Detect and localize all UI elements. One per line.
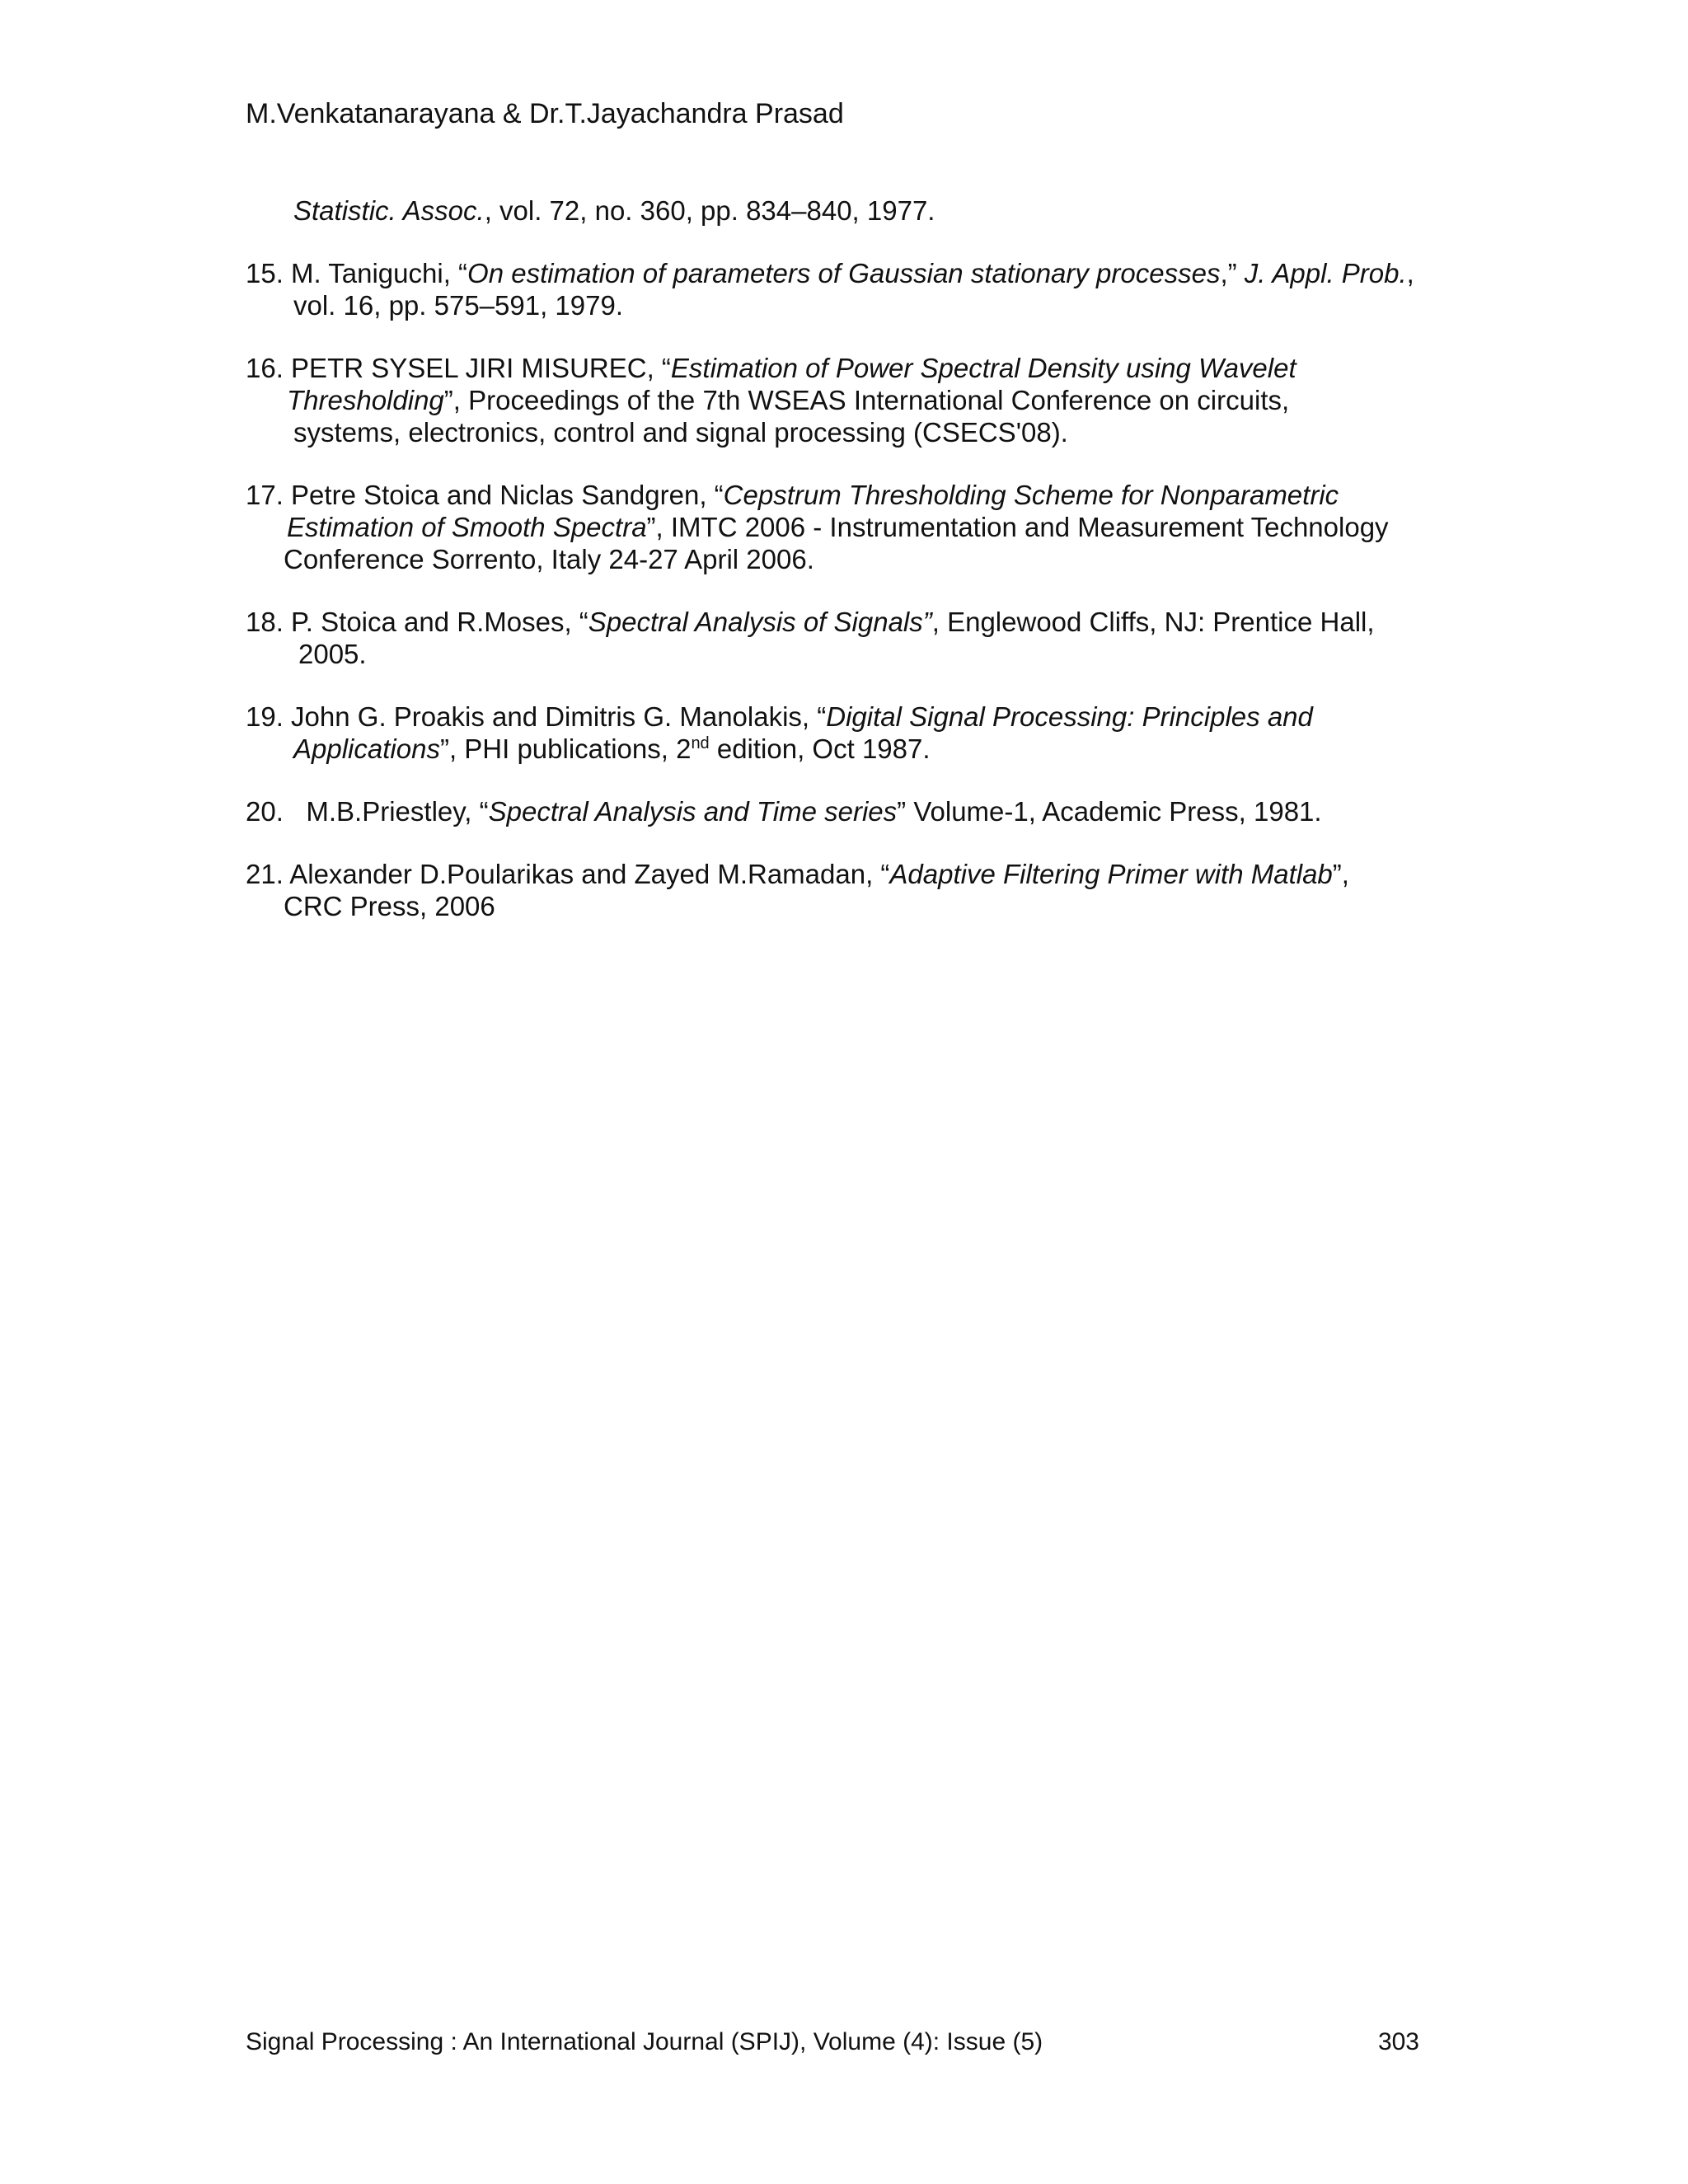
reference-title: Applications bbox=[293, 733, 440, 764]
reference-authors: P. Stoica and R.Moses, “ bbox=[283, 607, 588, 637]
reference-16 bbox=[246, 352, 1432, 448]
reference-number: 16. bbox=[246, 353, 284, 383]
reference-title: Spectral Analysis of Signals” bbox=[588, 607, 932, 637]
page-number: 303 bbox=[1377, 2028, 1419, 2055]
journal-name: J. Appl. Prob. bbox=[1244, 258, 1407, 288]
reference-line bbox=[246, 606, 1432, 638]
reference-title: Estimation of Power Spectral Density using Wavelet bbox=[670, 353, 1296, 383]
reference-line bbox=[246, 795, 1432, 827]
reference-15 bbox=[246, 257, 1432, 321]
reference-title: Estimation of Smooth Spectra bbox=[287, 512, 647, 542]
reference-text: edition, Oct 1987. bbox=[709, 733, 931, 764]
reference-text: , bbox=[1406, 258, 1414, 288]
reference-authors: M. Taniguchi, “ bbox=[283, 258, 468, 288]
reference-20 bbox=[246, 795, 1432, 827]
reference-line bbox=[246, 511, 1432, 543]
reference-title: On estimation of parameters of Gaussian stationary processes bbox=[467, 258, 1221, 288]
reference-text: ”, IMTC 2006 - Instrumentation and Measurement Technology bbox=[646, 512, 1389, 542]
reference-line bbox=[246, 194, 1432, 227]
reference-title: Adaptive Filtering Primer with Matlab bbox=[889, 859, 1333, 889]
reference-authors: Alexander D.Poularikas and Zayed M.Ramadan, “ bbox=[283, 859, 890, 889]
ordinal-superscript: nd bbox=[691, 734, 710, 752]
reference-authors: PETR SYSEL JIRI MISUREC, “ bbox=[283, 353, 671, 383]
reference-number: 15. bbox=[246, 258, 284, 288]
reference-title: Digital Signal Processing: Principles and bbox=[826, 701, 1313, 732]
reference-text: ,” bbox=[1220, 258, 1245, 288]
reference-number: 21. bbox=[246, 859, 284, 889]
reference-title: Spectral Analysis and Time series bbox=[488, 796, 898, 827]
reference-19 bbox=[246, 701, 1432, 765]
reference-text: ” Volume-1, Academic Press, 1981. bbox=[897, 796, 1322, 827]
reference-text: ”, PHI publications, 2 bbox=[439, 733, 692, 764]
reference-text: , vol. 72, no. 360, pp. 834–840, 1977. bbox=[484, 195, 935, 226]
reference-line bbox=[246, 733, 1432, 765]
reference-authors: John G. Proakis and Dimitris G. Manolakis, “ bbox=[283, 701, 827, 732]
reference-title: Thresholding bbox=[287, 385, 444, 415]
page-header-authors: M.Venkatanarayana & Dr.T.Jayachandra Prasad bbox=[246, 98, 844, 129]
reference-line bbox=[246, 858, 1432, 890]
reference-line bbox=[246, 384, 1432, 416]
reference-18 bbox=[246, 606, 1432, 670]
reference-line: Conference Sorrento, Italy 24-27 April 2006. bbox=[284, 544, 814, 574]
reference-17 bbox=[246, 479, 1432, 575]
footer-journal-title: Signal Processing : An International Journal (SPIJ), Volume (4): Issue (5) bbox=[246, 2028, 1043, 2055]
reference-text: ”, bbox=[1332, 859, 1349, 889]
reference-line: systems, electronics, control and signal processing (CSECS'08). bbox=[293, 417, 1068, 448]
reference-line: 2005. bbox=[298, 639, 367, 669]
reference-line: vol. 16, pp. 575–591, 1979. bbox=[293, 290, 623, 321]
reference-line: CRC Press, 2006 bbox=[284, 891, 495, 921]
reference-line bbox=[246, 257, 1432, 289]
journal-name: Statistic. Assoc. bbox=[293, 195, 485, 226]
reference-text: , Englewood Cliffs, NJ: Prentice Hall, bbox=[931, 607, 1375, 637]
reference-authors: M.B.Priestley, “ bbox=[283, 796, 489, 827]
reference-line bbox=[246, 701, 1432, 733]
reference-21 bbox=[246, 858, 1432, 922]
reference-number: 17. bbox=[246, 480, 284, 510]
reference-number: 19. bbox=[246, 701, 284, 732]
reference-text: ”, Proceedings of the 7th WSEAS International Conference on circuits, bbox=[443, 385, 1290, 415]
reference-line bbox=[246, 479, 1432, 511]
reference-list bbox=[246, 194, 1432, 953]
reference-number: 20. bbox=[246, 796, 284, 827]
reference-number: 18. bbox=[246, 607, 284, 637]
reference-14-continued bbox=[246, 194, 1432, 227]
reference-authors: Petre Stoica and Niclas Sandgren, “ bbox=[283, 480, 724, 510]
reference-line bbox=[246, 352, 1432, 384]
reference-title: Cepstrum Thresholding Scheme for Nonparametric bbox=[723, 480, 1339, 510]
